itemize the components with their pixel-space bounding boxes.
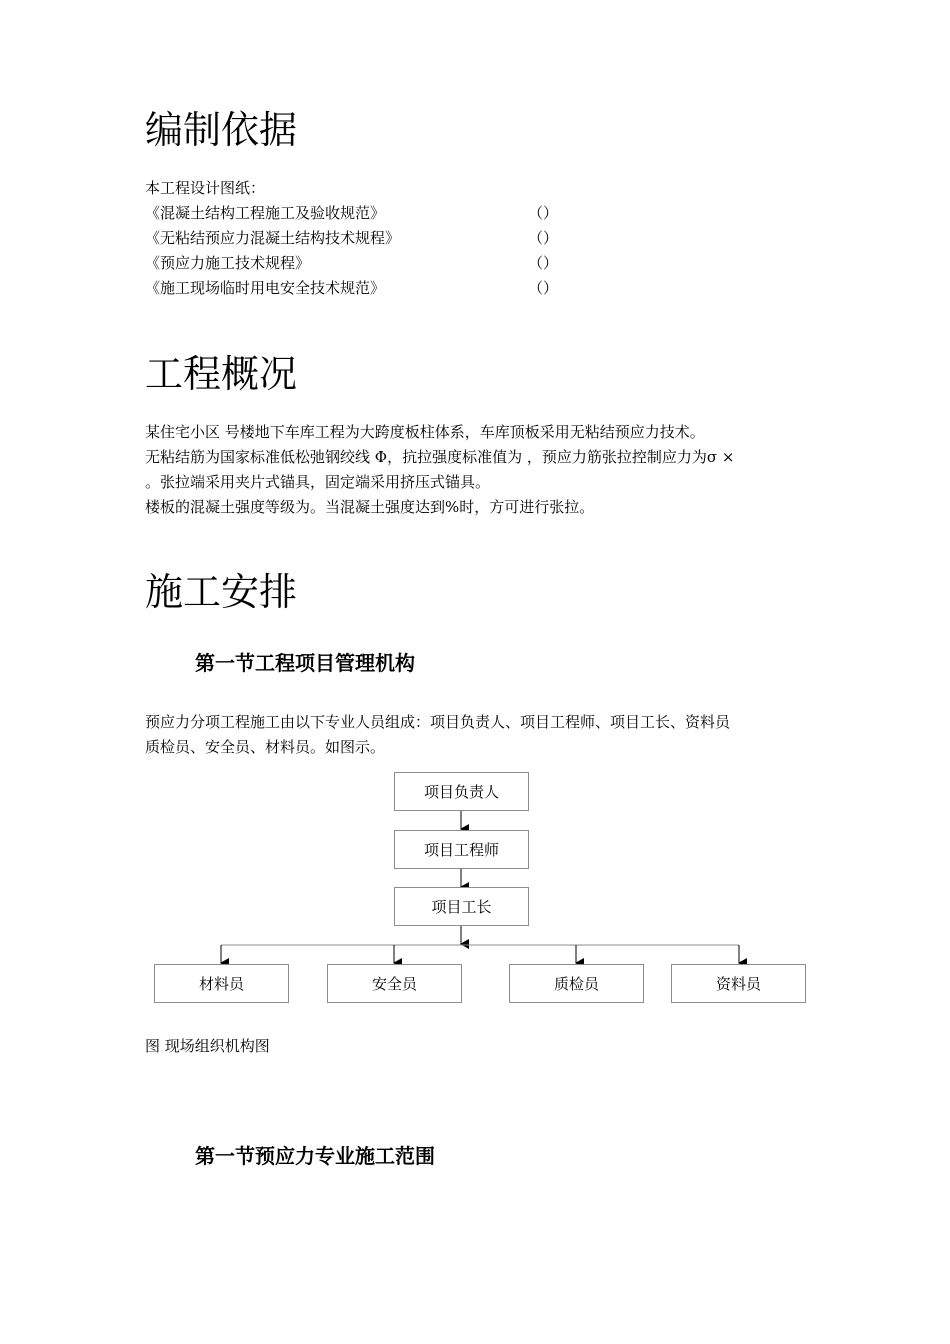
management-line: 预应力分项工程施工由以下专业人员组成：项目负责人、项目工程师、项目工长、资料员 (145, 713, 731, 731)
ref-name: 《无粘结预应力混凝土结构技术规程》 (145, 229, 401, 247)
org-box-quality-inspector: 质检员 (509, 964, 644, 1003)
ref-code: （） (528, 204, 559, 222)
heading-overview: 工程概况 (145, 352, 298, 396)
basis-intro: 本工程设计图纸： (145, 179, 266, 197)
org-box-project-engineer: 项目工程师 (394, 830, 529, 869)
ref-code: （） (528, 229, 559, 247)
org-box-document-officer: 资料员 (671, 964, 806, 1003)
org-box-safety-officer: 安全员 (327, 964, 462, 1003)
ref-name: 《施工现场临时用电安全技术规范》 (145, 279, 386, 297)
overview-line: 无粘结筋为国家标准低松弛钢绞线 Φ，抗拉强度标准值为 ，预应力筋张拉控制应力为σ × (145, 448, 735, 466)
heading-basis: 编制依据 (145, 108, 298, 152)
org-box-project-manager: 项目负责人 (394, 772, 529, 811)
figure-caption: 图 现场组织机构图 (145, 1037, 270, 1055)
ref-code: （） (528, 254, 559, 272)
org-box-site-foreman: 项目工长 (394, 887, 529, 926)
subheading-management: 第一节工程项目管理机构 (195, 651, 415, 675)
ref-code: （） (528, 279, 559, 297)
overview-line: 某住宅小区 号楼地下车库工程为大跨度板柱体系，车库顶板采用无粘结预应力技术。 (145, 423, 705, 441)
overview-line: 。张拉端采用夹片式锚具，固定端采用挤压式锚具。 (145, 473, 491, 491)
ref-name: 《预应力施工技术规程》 (145, 254, 311, 272)
subheading-scope: 第一节预应力专业施工范围 (195, 1144, 435, 1168)
overview-line: 楼板的混凝土强度等级为。当混凝土强度达到%时，方可进行张拉。 (145, 498, 595, 516)
heading-arrangement: 施工安排 (145, 570, 298, 614)
management-line: 质检员、安全员、材料员。如图示。 (145, 738, 386, 756)
org-box-material-officer: 材料员 (154, 964, 289, 1003)
ref-name: 《混凝土结构工程施工及验收规范》 (145, 204, 386, 222)
